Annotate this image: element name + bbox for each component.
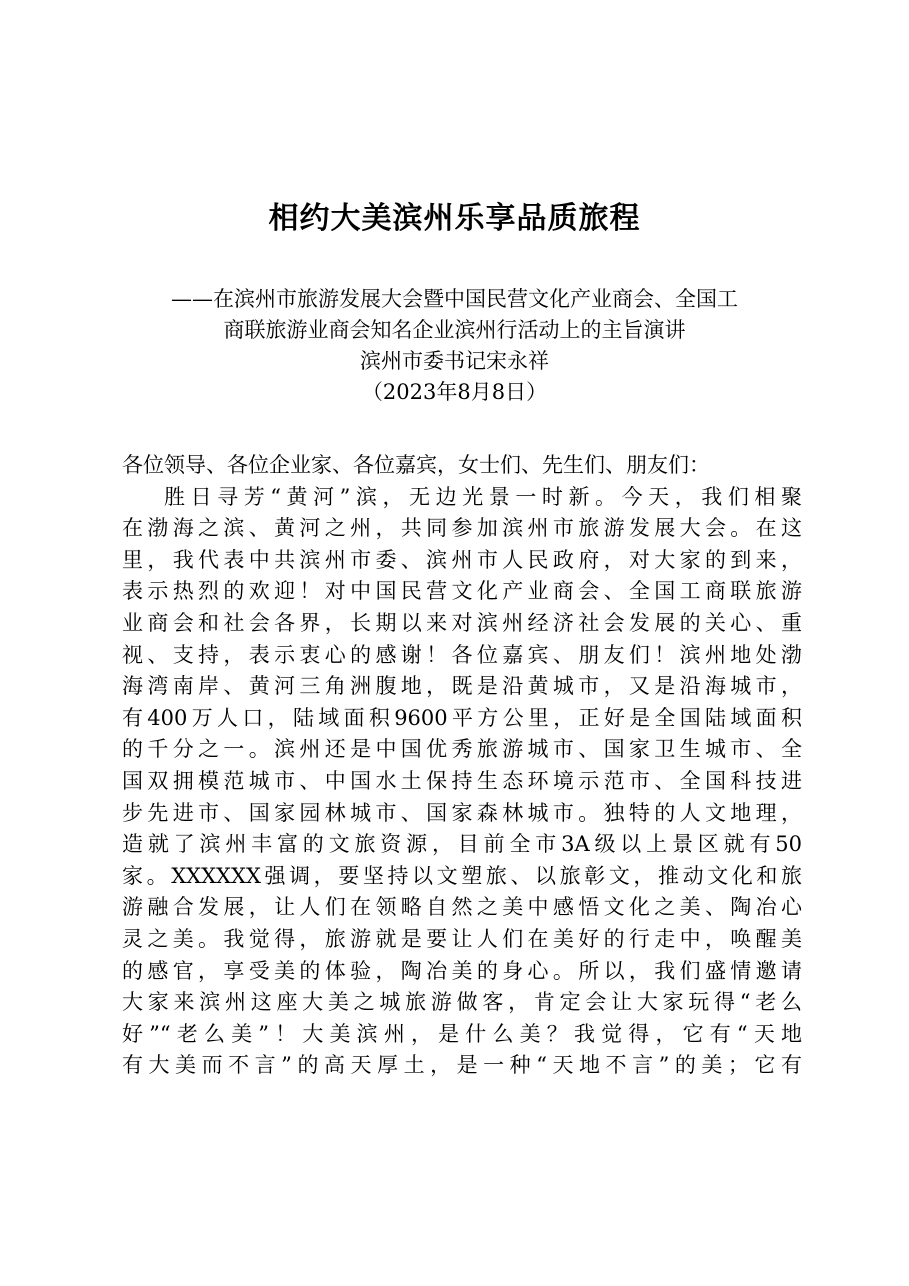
body-line: 里，我代表中共滨州市委、滨州市人民政府，对大家的到来， (122, 547, 802, 572)
speech-subtitle-block (100, 284, 809, 408)
body-line: 海湾南岸、黄河三角洲腹地，既是沿黄城市，又是沿海城市， (122, 674, 802, 699)
salutation-line: 各位领导、各位企业家、各位嘉宾，女士们、先生们、朋友们： (122, 453, 710, 477)
body-line: 在渤海之滨、黄河之州，共同参加滨州市旅游发展大会。在这 (122, 516, 802, 541)
body-line: 胜日寻芳“黄河”滨，无边光景一时新。今天，我们相聚 (164, 484, 802, 509)
body-line: 大家来滨州这座大美之城旅游做客，肯定会让大家玩得“老么 (122, 990, 802, 1015)
body-line: 家。XXXXXX强调，要坚持以文塑旅、以旅彰文，推动文化和旅 (122, 863, 802, 888)
speaker-line: 滨州市委书记宋永祥 (360, 349, 549, 373)
body-line: 灵之美。我觉得，旅游就是要让人们在美好的行走中，唤醒美 (122, 926, 802, 951)
body-line: 业商会和社会各界，长期以来对滨州经济社会发展的关心、重 (122, 610, 802, 635)
body-line: 的千分之一。滨州还是中国优秀旅游城市、国家卫生城市、全 (122, 737, 802, 762)
body-line: 造就了滨州丰富的文旅资源，目前全市3A级以上景区就有50 (122, 832, 802, 857)
body-line: 好”“老么美”！大美滨州，是什么美？我觉得，它有“天地 (122, 1021, 802, 1046)
body-line: 视、支持，表示衷心的感谢！各位嘉宾、朋友们！滨州地处渤 (122, 642, 802, 667)
subtitle-line: ——在滨州市旅游发展大会暨中国民营文化产业商会、全国工 (171, 287, 738, 311)
body-line: 游融合发展，让人们在领略自然之美中感悟文化之美、陶冶心 (122, 895, 802, 920)
body-line: 有大美而不言”的高天厚土，是一种“天地不言”的美；它有 (122, 1053, 802, 1078)
body-line: 有400万人口，陆域面积9600平方公里，正好是全国陆域面积 (122, 705, 802, 730)
speech-body (122, 450, 802, 1082)
body-line: 步先进市、国家园林城市、国家森林城市。独特的人文地理， (122, 800, 802, 825)
document-title: 相约大美滨州乐享品质旅程 (268, 201, 641, 236)
subtitle-line: 商联旅游业商会知名企业滨州行活动上的主旨演讲 (223, 318, 686, 342)
body-line: 的感官，享受美的体验，陶冶美的身心。所以，我们盛情邀请 (122, 958, 802, 983)
date-line: （2023年8月8日） (361, 380, 548, 404)
body-line: 表示热烈的欢迎！对中国民营文化产业商会、全国工商联旅游 (122, 579, 802, 604)
body-line: 国双拥模范城市、中国水土保持生态环境示范市、全国科技进 (122, 768, 802, 793)
